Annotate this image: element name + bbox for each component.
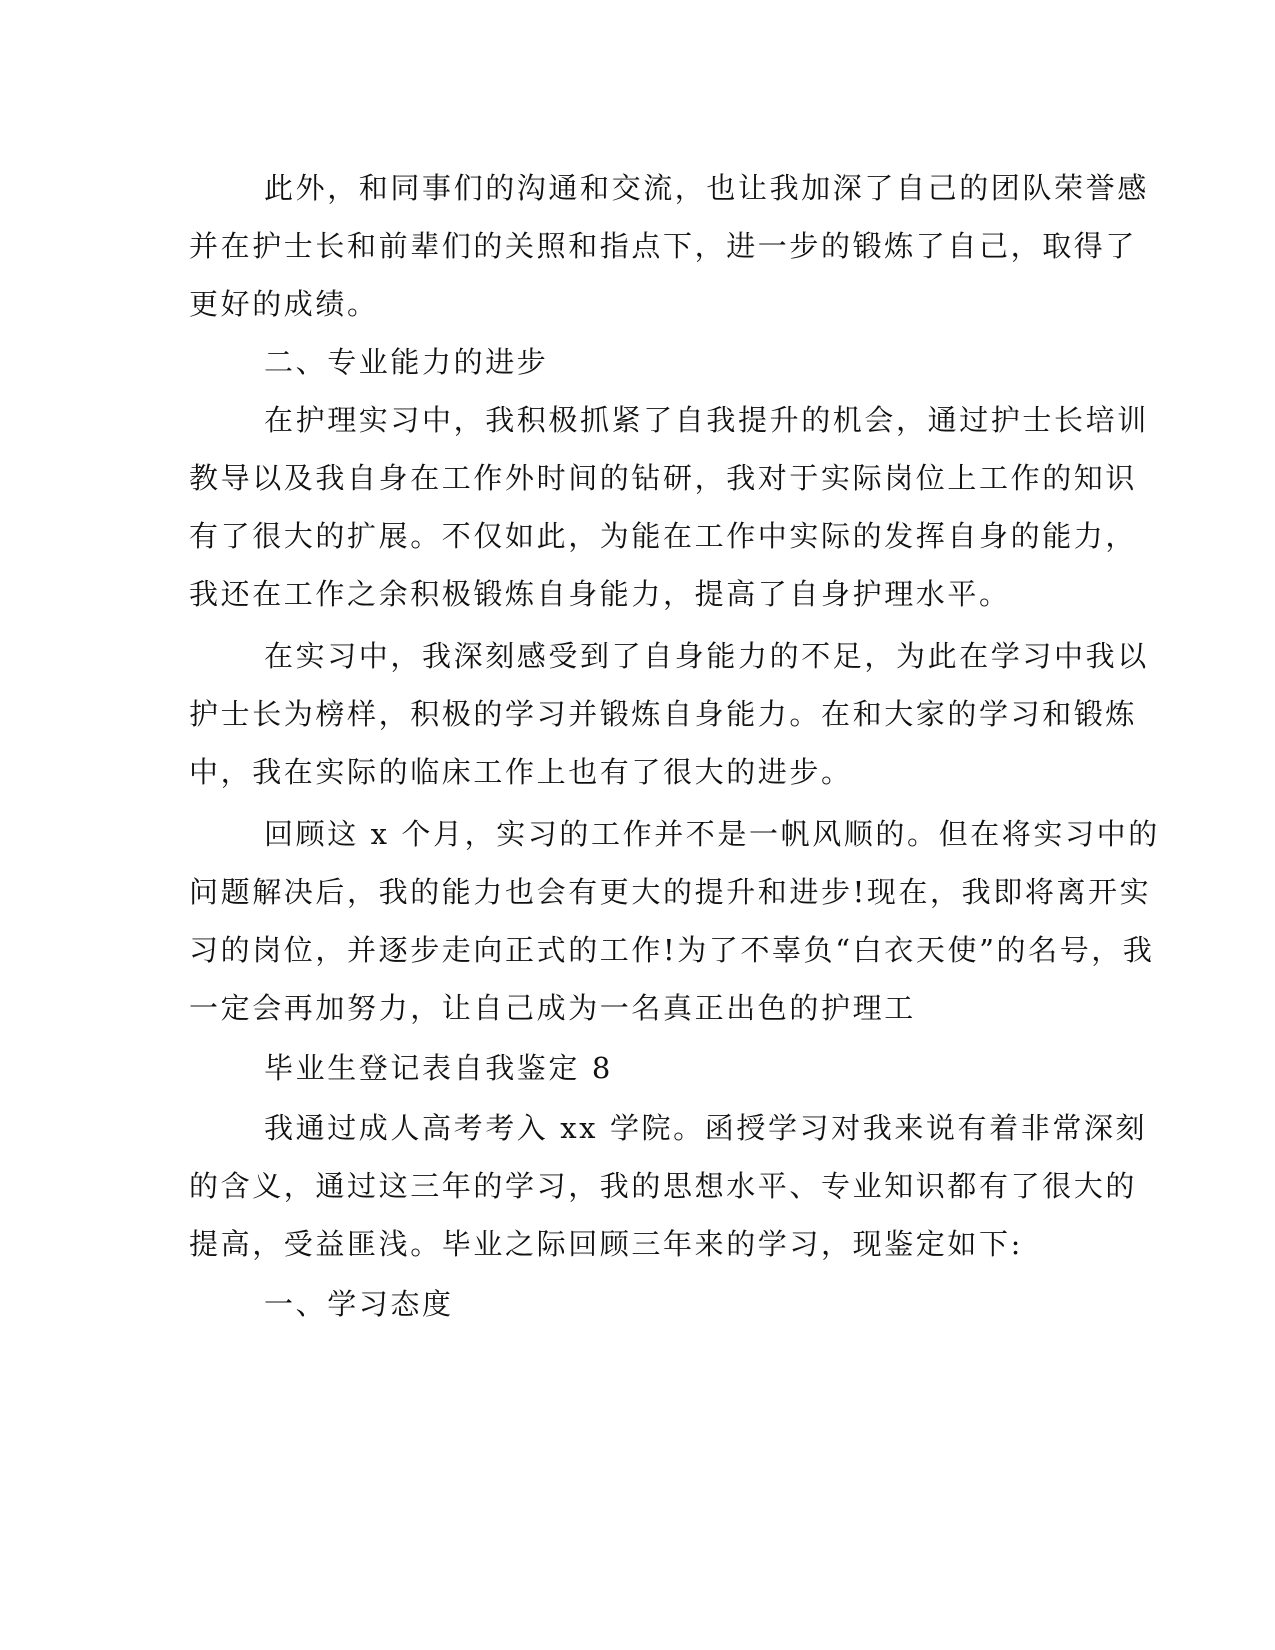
text-line: 护士长为榜样，积极的学习并锻炼自身能力。在和大家的学习和锻炼 [189, 697, 1138, 731]
text-line: 我还在工作之余积极锻炼自身能力，提高了自身护理水平。 [189, 577, 1011, 611]
text-line: 此外，和同事们的沟通和交流，也让我加深了自己的团队荣誉感 [264, 171, 1149, 205]
section-heading: 毕业生登记表自我鉴定 8 [264, 1051, 613, 1085]
text-line: 回顾这 x 个月，实习的工作并不是一帆风顺的。但在将实习中的 [264, 817, 1160, 851]
text-line: 有了很大的扩展。不仅如此，为能在工作中实际的发挥自身的能力， [189, 519, 1138, 553]
text-line: 教导以及我自身在工作外时间的钻研，我对于实际岗位上工作的知识 [189, 461, 1138, 495]
text-line: 更好的成绩。 [189, 287, 379, 321]
section-heading: 一、学习态度 [264, 1287, 454, 1321]
section-heading: 二、专业能力的进步 [264, 345, 549, 379]
text-line: 的含义，通过这三年的学习，我的思想水平、专业知识都有了很大的 [189, 1169, 1138, 1203]
text-line: 中，我在实际的临床工作上也有了很大的进步。 [189, 755, 853, 789]
text-line: 习的岗位，并逐步走向正式的工作!为了不辜负“白衣天使”的名号，我 [189, 933, 1155, 967]
text-line: 并在护士长和前辈们的关照和指点下，进一步的锻炼了自己，取得了 [189, 229, 1138, 263]
text-line: 一定会再加努力，让自己成为一名真正出色的护理工 [189, 991, 916, 1025]
text-line: 在实习中，我深刻感受到了自身能力的不足，为此在学习中我以 [264, 639, 1149, 673]
text-line: 问题解决后，我的能力也会有更大的提升和进步!现在，我即将离开实 [189, 875, 1152, 909]
text-line: 提高，受益匪浅。毕业之际回顾三年来的学习，现鉴定如下: [189, 1227, 1023, 1261]
text-line: 我通过成人高考考入 xx 学院。函授学习对我来说有着非常深刻 [264, 1111, 1148, 1145]
text-line: 在护理实习中，我积极抓紧了自我提升的机会，通过护士长培训 [264, 403, 1149, 437]
